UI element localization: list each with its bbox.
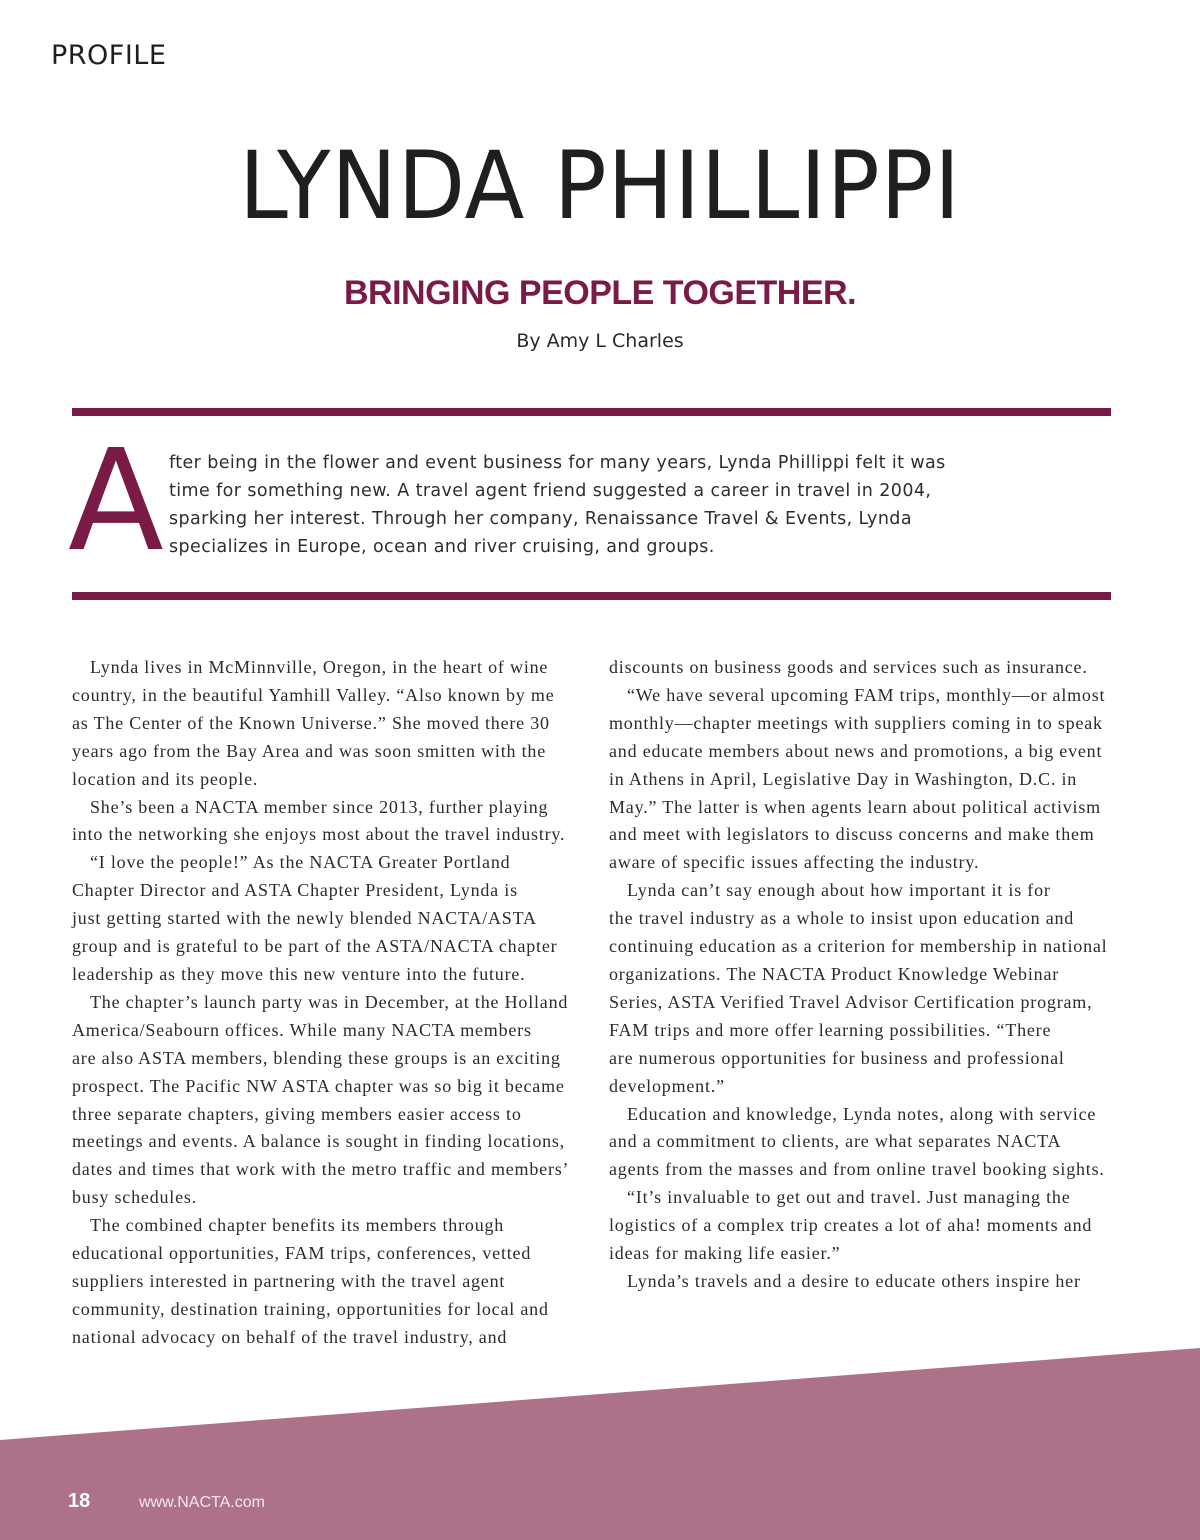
body-line: May.” The latter is when agents learn about political activism: [609, 796, 1101, 817]
article-subtitle: BRINGING PEOPLE TOGETHER.: [343, 274, 857, 312]
body-line: three separate chapters, giving members easier access to: [72, 1103, 522, 1124]
body-line: “We have several upcoming FAM trips, monthly—or almost: [627, 684, 1106, 705]
body-line: are also ASTA members, blending these groups is an exciting: [72, 1047, 561, 1068]
article-title: LYNDA PHILLIPPI: [239, 132, 961, 241]
body-line: the travel industry as a whole to insist upon education and: [609, 908, 1075, 929]
body-line: monthly—chapter meetings with suppliers coming in to speak: [609, 712, 1103, 733]
body-line: national advocacy on behalf of the travel industry, and: [72, 1326, 508, 1347]
body-line: discounts on business goods and services such as insurance.: [609, 657, 1088, 677]
lede-line: time for something new. A travel agent friend suggested a career in travel in 2004,: [169, 481, 932, 501]
divider-top: [72, 408, 1111, 416]
body-line: educational opportunities, FAM trips, conferences, vetted: [72, 1243, 532, 1264]
body-line: “I love the people!” As the NACTA Greater Portland: [90, 852, 511, 873]
body-line: suppliers interested in partnering with the travel agent: [72, 1270, 506, 1291]
body-line: are numerous opportunities for business and professional: [609, 1047, 1065, 1068]
body-line: organizations. The NACTA Product Knowledge Webinar: [609, 963, 1060, 984]
body-line: busy schedules.: [72, 1187, 197, 1208]
body-line: agents from the masses and from online travel booking sights.: [609, 1159, 1105, 1180]
body-line: country, in the beautiful Yamhill Valley. “Also known by me: [72, 684, 555, 705]
drop-cap: A: [68, 420, 164, 583]
page-number: 18: [68, 1490, 91, 1512]
body-line: Lynda’s travels and a desire to educate others inspire her: [627, 1270, 1081, 1291]
body-line: and educate members about news and promotions, a big event: [609, 740, 1103, 761]
body-line: community, destination training, opportunities for local and: [72, 1298, 549, 1319]
body-line: leadership as they move this new venture into the future.: [72, 963, 526, 984]
body-line: The combined chapter benefits its members through: [90, 1215, 505, 1236]
body-column-right: [609, 654, 1119, 1296]
body-line: and meet with legislators to discuss concerns and make them: [609, 824, 1095, 845]
body-line: FAM trips and more offer learning possibilities. “There: [609, 1019, 1052, 1040]
body-line: She’s been a NACTA member since 2013, further playing: [90, 796, 549, 817]
body-line: Series, ASTA Verified Travel Advisor Certification program,: [609, 991, 1093, 1012]
lede-line: fter being in the flower and event business for many years, Lynda Phillippi felt it was: [169, 453, 946, 473]
divider-bottom: [72, 592, 1111, 600]
body-line: “It’s invaluable to get out and travel. Just managing the: [627, 1187, 1071, 1208]
body-line: Lynda lives in McMinnville, Oregon, in the heart of wine: [90, 657, 549, 677]
body-line: as The Center of the Known Universe.” She moved there 30: [72, 712, 550, 733]
body-line: Chapter Director and ASTA Chapter President, Lynda is: [72, 880, 518, 901]
body-line: logistics of a complex trip creates a lot of aha! moments and: [609, 1215, 1093, 1236]
body-line: prospect. The Pacific NW ASTA chapter was so big it became: [72, 1075, 565, 1096]
lede-line: sparking her interest. Through her company, Renaissance Travel & Events, Lynda: [169, 509, 912, 529]
body-line: Education and knowledge, Lynda notes, along with service: [627, 1103, 1097, 1124]
body-line: location and its people.: [72, 768, 259, 789]
body-line: in Athens in April, Legislative Day in Washington, D.C. in: [609, 768, 1078, 789]
lede-line: specializes in Europe, ocean and river cruising, and groups.: [169, 537, 715, 557]
body-line: continuing education as a criterion for membership in national: [609, 936, 1108, 957]
body-line: Lynda can’t say enough about how important it is for: [627, 880, 1051, 901]
body-line: and a commitment to clients, are what separates NACTA: [609, 1131, 1062, 1152]
body-line: The chapter’s launch party was in December, at the Holland: [90, 991, 569, 1012]
lede-paragraph: [169, 449, 969, 561]
section-label: PROFILE: [51, 40, 167, 71]
body-line: meetings and events. A balance is sought in finding locations,: [72, 1131, 566, 1152]
body-line: into the networking she enjoys most about the travel industry.: [72, 824, 566, 845]
byline: By Amy L Charles: [516, 330, 684, 352]
body-line: development.”: [609, 1075, 725, 1096]
body-line: just getting started with the newly blended NACTA/ASTA: [72, 908, 537, 929]
body-column-left: [72, 654, 582, 1352]
body-line: ideas for making life easier.”: [609, 1243, 841, 1264]
body-line: years ago from the Bay Area and was soon smitten with the: [72, 740, 546, 761]
body-line: group and is grateful to be part of the ASTA/NACTA chapter: [72, 936, 558, 957]
body-line: aware of specific issues affecting the industry.: [609, 852, 980, 873]
body-line: America/Seabourn offices. While many NACTA members: [72, 1019, 532, 1040]
body-line: dates and times that work with the metro traffic and members’: [72, 1159, 570, 1180]
footer-website: www.NACTA.com: [139, 1494, 265, 1511]
